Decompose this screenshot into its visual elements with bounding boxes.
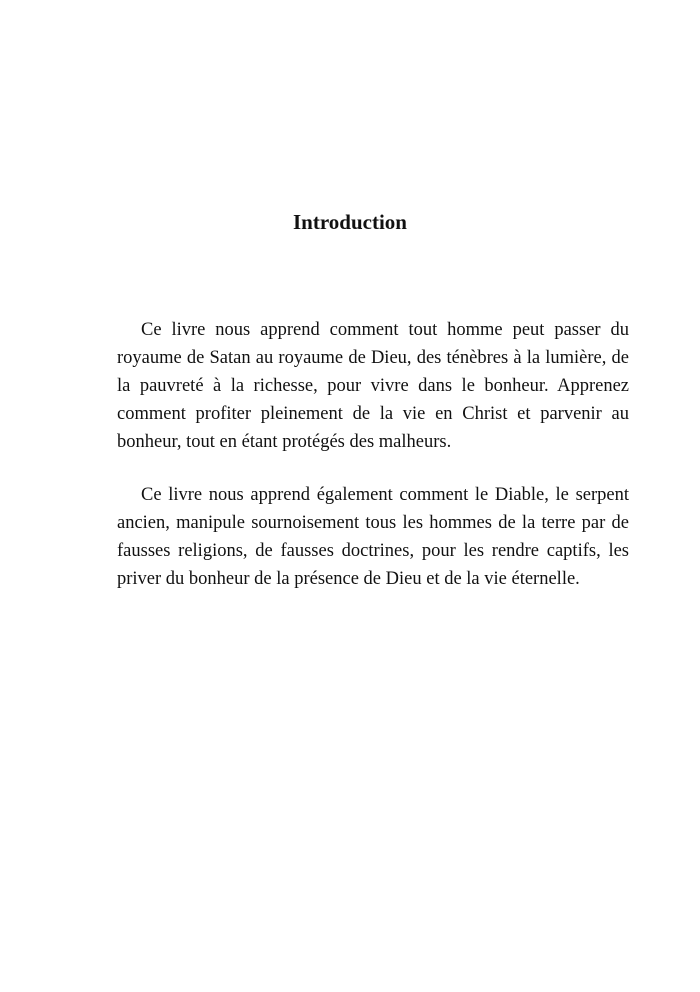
page-title: Introduction [293, 210, 407, 234]
body-text [117, 316, 629, 618]
paragraph-2: Ce livre nous apprend également comment le Diable, le serpent ancien, manipule sournoisement tous les hommes de la terre par de fausses religions, de fausses doctrines, pour les rendre captifs, les priver du bonheur de la présence de Dieu et de la vie éternelle. [117, 485, 629, 589]
paragraph-1: Ce livre nous apprend comment tout homme peut passer du royaume de Satan au royaume de Dieu, des ténèbres à la lumière, de la pauvreté à la richesse, pour vivre dans le bonheur. Apprenez comment profiter pleinement de la vie en Christ et parvenir au bonheur, tout en étant protégés des malheurs. [117, 320, 629, 452]
